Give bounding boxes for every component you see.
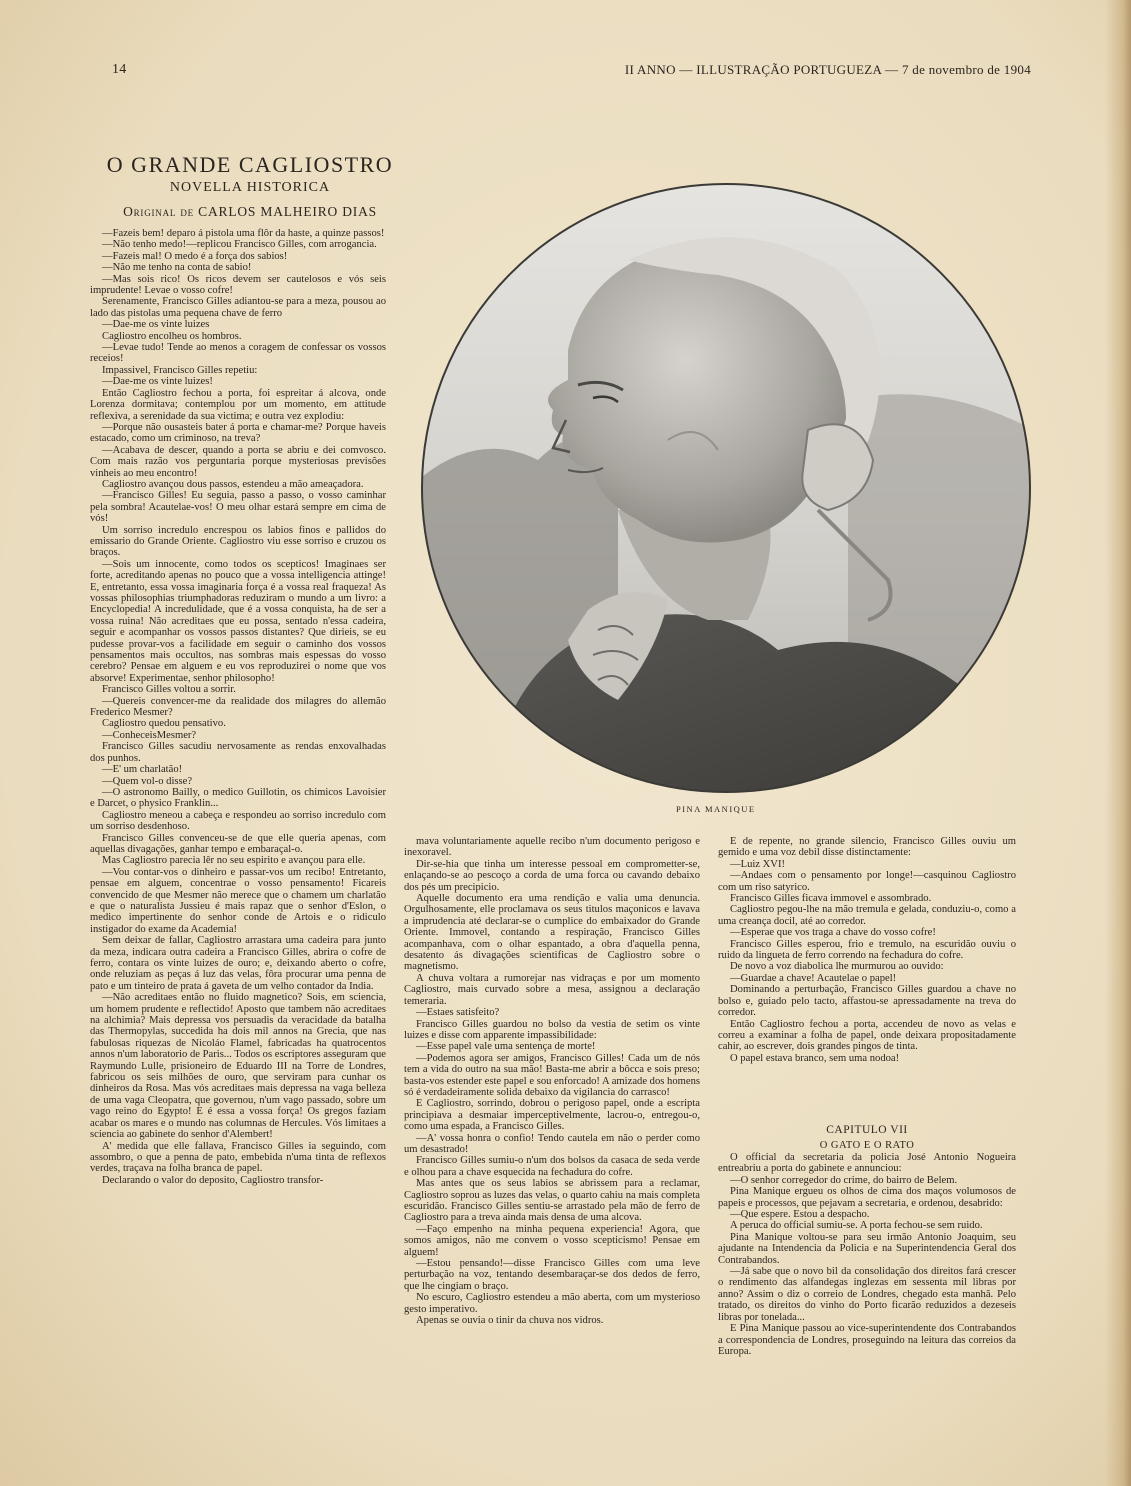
paragraph: Sem deixar de fallar, Cagliostro arrastara uma cadeira para junto da meza, indicara outra cadeira a Francisco Gilles, abrira o cofre de ferro, contara os vinte luizes de ouro; e, deixando aberto o cofre, onde reluziam as peças á luz das velas, fôra procurar uma penna de pato e um tinteiro de prata á gaveta de um velho contador da India.	[90, 935, 386, 992]
paragraph: Então Cagliostro fechou a porta, foi espreitar á alcova, onde Lorenza dormitava; contemplou por um momento, em attitude reflexiva, a serenidade da sua victima; e outra vez explodiu:	[90, 387, 386, 422]
paragraph: Cagliostro avançou dous passos, estendeu a mão ameaçadora.	[102, 478, 364, 490]
article-author	[90, 204, 410, 220]
paragraph: Francisco Gilles sacudiu nervosamente as rendas enxovalhadas dos punhos.	[90, 741, 386, 764]
paragraph: De novo a voz diabolica lhe murmurou ao ouvido:	[730, 961, 944, 973]
paragraph: —O astronomo Bailly, o medico Guillotin, os chimicos Lavoisier e Darcet, o physico Franklin...	[90, 786, 386, 810]
paragraph: —Esse papel vale uma sentença de morte!	[416, 1041, 596, 1053]
chapter-title: O GATO E O RATO	[819, 1140, 915, 1151]
chapter-number: CAPITULO VII	[826, 1124, 908, 1136]
paragraph: Dir-se-hia que tinha um interesse pessoal em comprometter-se, enlaçando-se ao pescoço a corda de uma forca ou cavando debaixo dos pés um precipicio.	[404, 858, 700, 893]
text-column-3	[718, 836, 1016, 1116]
running-head	[625, 62, 1031, 78]
paragraph: —O senhor corregedor do crime, do bairro de Belem.	[730, 1174, 958, 1186]
paragraph: —Já sabe que o novo bil da consolidação dos direitos fará crescer o rendimento das alfandegas inglezas em sessenta mil libras por anno? Assim o diz o correio de Londres, chegado esta manhã. Pelo tratado, os direitos do vinho do Porto ficarão reduzidos a dezeseis libras por tonelada...	[718, 1266, 1016, 1323]
page-number: 14	[112, 62, 127, 77]
paragraph: E Cagliostro, sorrindo, dobrou o perigoso papel, onde a escripta principiava a desmaiar imperceptivelmente, lacrou-o, entregou-o, como uma espada, a Francisco Gilles.	[404, 1098, 700, 1133]
paragraph: Francisco Gilles ficava immovel e assombrado.	[730, 893, 932, 905]
paragraph: —ConheceisMesmer?	[102, 729, 197, 741]
paragraph: —E' um charlatão!	[102, 764, 183, 776]
paragraph: A' medida que elle fallava, Francisco Gilles ia seguindo, com assombro, o que a penna de pato, embebida n'uma tinta de reflexos verdes, traçava na folha branca de papel.	[90, 1140, 386, 1175]
paragraph: —A' vossa honra o confio! Tendo cautela em não o perder como um desastrado!	[404, 1132, 700, 1155]
text-column-2	[404, 836, 700, 1396]
paragraph: —Mas sois rico! Os ricos devem ser cautelosos e vós seis imprudente! Levae o vosso cofre!	[90, 273, 386, 297]
paragraph: —Esperae que vos traga a chave do vosso cofre!	[730, 927, 936, 939]
paragraph: Aquelle documento era uma rendição e valia uma denuncia. Orgulhosamente, elle proclamava os seus titulos maçonicos e lavava a imprudencia até declarar-se o cumplice do embaixador do Grande Oriente. Immovel, contando a respiração, Francisco Gilles acompanhava, com o olhar espantado, a obra d'aquella penna, desatento ás divagações scientificas de Cagliostro sobre o magnetismo.	[404, 893, 700, 973]
page-edge-shadow	[1105, 0, 1131, 1486]
running-head-dash-1: —	[679, 62, 693, 77]
paragraph: —Fazeis bem! deparo á pistola uma flôr da haste, a quinze passos!	[102, 228, 385, 239]
paragraph: Impassivel, Francisco Gilles repetiu:	[102, 364, 258, 376]
paragraph: A peruca do official sumiu-se. A porta fechou-se sem ruido.	[730, 1220, 983, 1232]
paragraph: —Levae tudo! Tende ao menos a coragem de confessar os vossos receios!	[90, 342, 386, 365]
running-head-title: ILLUSTRAÇÃO PORTUGUEZA	[696, 62, 882, 77]
paragraph: Dominando a perturbação, Francisco Gilles guardou a chave no bolso e, guiado pelo tacto, affastou-se apressadamente na treva do corredor.	[718, 984, 1016, 1019]
paragraph: —Andaes com o pensamento por longe!—casquinou Cagliostro com um riso satyrico.	[718, 870, 1016, 893]
portrait-caption: PINA MANIQUE	[676, 804, 756, 814]
running-head-dash-2: —	[885, 62, 899, 77]
paragraph: —Estaes satisfeito?	[416, 1007, 500, 1019]
paragraph: Declarando o valor do deposito, Cagliostro transfor-	[102, 1174, 324, 1186]
paragraph: Francisco Gilles guardou no bolso da vestia de setim os vinte luizes e disse com apparente impassibilidade:	[404, 1018, 700, 1041]
paragraph: —Quem vol-o disse?	[102, 775, 193, 787]
running-head-date: 7 de novembro de 1904	[901, 62, 1031, 77]
paragraph: Pina Manique voltou-se para seu irmão Antonio Joaquim, seu ajudante na Intendencia da Policia e na Superintendencia Geral dos Contrabandos.	[718, 1231, 1016, 1266]
author-prefix: Original de	[123, 204, 194, 219]
paragraph: —Faço empenho na minha pequena experiencia! Agora, que somos amigos, não me convem o vosso scepticismo! Pensae em alguem!	[404, 1223, 700, 1258]
paragraph: —Dae-me os vinte luizes	[102, 319, 210, 331]
paragraph: —Podemos agora ser amigos, Francisco Gilles! Cada um de nós tem a vida do outro na sua mão! Basta-me abrir a bôcca e sois preso; basta-vos estender este papel e sou enforcado! A amizade dos homens só é verdadeiramente solida debaixo da vigilancia do carrasco!	[404, 1052, 700, 1098]
paragraph: E Pina Manique passou ao vice-superintendente dos Contrabandos a correspondencia de Londres, proseguindo na leitura das correios da Europa.	[718, 1323, 1016, 1357]
paragraph: E de repente, no grande silencio, Francisco Gilles ouviu um gemido e uma voz debil disse distinctamente:	[718, 836, 1016, 859]
paragraph: —Não tenho medo!—replicou Francisco Gilles, com arrogancia.	[102, 239, 377, 251]
paragraph: Um sorriso incredulo encrespou os labios finos e pallidos do emissario do Grande Oriente. Cagliostro viu esse sorriso e cruzou os braços.	[90, 524, 386, 559]
paragraph: —Acabava de descer, quando a porta se abriu e dei comvosco. Com mais razão vos perguntaria porque mysteriosas previsões vinheis ao meu encontro!	[90, 444, 386, 479]
paragraph: —Não acreditaes então no fluido magnetico? Sois, em sciencia, um homem prudente e reflectido! Aposto que tambem não acreditaes na alchimia? Mais depressa vos persuadis da veracidade da batalha das Thermopylas, succedida ha dois mil annos na Grecia, que nas fabulosas riquezas de Nicoláo Flamel, fabricadas ha quatrocentos annos n'um laboratorio de Paris... Todos os escriptores asseguram que Raymundo Lulle, prisioneiro de Eduardo III na Torre de Londres, fabricou os seis milhões de ouro, que serviram para cunhar os dinheiros da Rosa. Mas vós acreditaes mais depressa na vaga belleza de uma vaga Cleopatra, que governou, n'um vago passado, sobre um vago reino do Egypto! E é essa a vossa força! Os gregos faziam acabar os mares e o mundo nas columnas de Hercules. Vós limitaes a sciencia ao gabinete do senhor d'Alembert!	[90, 992, 386, 1141]
paragraph: No escuro, Cagliostro estendeu a mão aberta, com um mysterioso gesto imperativo.	[404, 1292, 700, 1315]
paragraph: —Vou contar-vos o dinheiro e passar-vos um recibo! Entretanto, pensae em alguem, concentrae o vosso pensamento! Ficareis convencido de que Mesmer não merece que o chamem um charlatão e que o naturalista Jussieu é mais rapaz que o senhor d'Eslon, o medico impertinente do senhor conde de Artois e o ridiculo instigador do exame da Academia!	[90, 866, 386, 935]
paragraph: —Estou pensando!—disse Francisco Gilles com uma leve perturbação na voz, tentando desembaraçar-se dos dedos de ferro, que lhe cingiam o braço.	[404, 1258, 700, 1292]
paragraph: O papel estava branco, sem uma nodoa!	[730, 1052, 900, 1064]
paragraph: Cagliostro pegou-lhe na mão tremula e gelada, conduziu-o, como a uma creança docil, até ao corredor.	[718, 904, 1016, 927]
paragraph: —Luiz XVI!	[730, 858, 786, 870]
paragraph: —Que espere. Estou a despacho.	[730, 1209, 870, 1221]
paragraph: —Francisco Gilles! Eu seguia, passo a passo, o vosso caminhar pela sombra! Acautelae-vos! O meu olhar estará sempre em cima de vós!	[90, 490, 386, 525]
paragraph: Então Cagliostro fechou a porta, accendeu de novo as velas e correu a examinar a folha de papel, onde deixara propositadamente cahir, ao escrever, dois grandes pingos de tinta.	[718, 1018, 1016, 1053]
paragraph: Apenas se ouvia o tinir da chuva nos vidros.	[416, 1315, 604, 1327]
paragraph: —Porque não ousasteis bater á porta e chamar-me? Porque haveis estacado, como um criminoso, na treva?	[90, 421, 386, 445]
paragraph: Francisco Gilles esperou, frio e tremulo, na escuridão ouviu o ruido da lingueta de ferro correndo na fechadura do cofre.	[718, 938, 1016, 962]
paragraph: Francisco Gilles convenceu-se de que elle queria apenas, com aquellas divagações, ganhar tempo e embaraçal-o.	[90, 832, 386, 855]
portrait-engraving	[418, 180, 1034, 796]
paragraph: Serenamente, Francisco Gilles adiantou-se para a meza, pousou ao lado das pistolas uma pequena chave de ferro	[90, 296, 386, 319]
article-title: O GRANDE CAGLIOSTRO	[106, 152, 394, 177]
paragraph: A chuva voltara a rumorejar nas vidraças e por um momento Cagliostro, mais curvado sobre a mesa, assignou a declaração temeraria.	[404, 972, 700, 1007]
author-name: CARLOS MALHEIRO DIAS	[198, 204, 377, 219]
paragraph: —Guardae a chave! Acautelae o papel!	[730, 972, 897, 984]
paragraph: Cagliostro encolheu os hombros.	[102, 330, 242, 342]
paragraph: —Dae-me os vinte luizes!	[102, 376, 213, 388]
article-subtitle: NOVELLA HISTORICA	[169, 180, 331, 195]
paragraph: Cagliostro quedou pensativo.	[102, 718, 226, 730]
paragraph: Francisco Gilles sumiu-o n'um dos bolsos da casaca de seda verde e olhou para a chave esquecida na fechadura do cofre.	[404, 1155, 700, 1178]
paragraph: Cagliostro meneou a cabeça e respondeu ao sorriso incredulo com um sorriso desdenhoso.	[90, 809, 386, 833]
paragraph: —Quereis convencer-me da realidade dos milagres do allemão Frederico Mesmer?	[90, 695, 386, 719]
paragraph: O official da secretaria da policia José Antonio Nogueira entreabriu a porta do gabinete e annunciou:	[718, 1152, 1016, 1175]
text-column-1	[90, 228, 386, 1403]
paragraph: —Sois um innocente, como todos os scepticos! Imaginaes ser forte, acreditando apenas no pouco que a vossa intelligencia attinge! E, entretanto, essa vossa imaginaria força é a vossa real fraqueza! As vossas philosophias triumphadoras reduziram o mundo a um livro: a Encyclopedia! A incredulidade, que é a vossa conquista, ha de ser a vossa ruina! Não acreditaes que eu possa, sentado n'essa cadeira, seguir e acompanhar os vossos passos distantes? Que dirieis, se eu pudesse provar-vos a facilidade em seguir o caminho dos vossos pensamentos mais occultos, nas sombras mais espessas do vosso cerebro? Pensae em alguem e eu vos reproduzirei o nome que vos absorve! Experimentae, senhor philosopho!	[90, 558, 386, 684]
running-head-year: II ANNO	[624, 62, 676, 77]
paragraph: Mas antes que os seus labios se abrissem para a reclamar, Cagliostro soprou as luzes das velas, o quarto cahiu na mais completa escuridão. Francisco Gilles sentiu-se arrastado pela mão de ferro de Cagliostro para a treva ainda mais densa de uma alcova.	[404, 1178, 700, 1224]
paragraph: —Fazeis mal! O medo é a força dos sabios!	[102, 250, 288, 262]
paragraph: mava voluntariamente aquelle recibo n'um documento perigoso e inexoravel.	[404, 836, 700, 859]
paragraph: Francisco Gilles voltou a sorrir.	[102, 684, 236, 696]
paragraph: Mas Cagliostro parecia lêr no seu espirito e avançou para elle.	[102, 855, 366, 867]
paragraph: —Não me tenho na conta de sabio!	[102, 262, 252, 274]
text-column-3-continued	[718, 1152, 1016, 1402]
paragraph: Pina Manique ergueu os olhos de cima dos maços volumosos de papeis e processos, que pejavam a secretaria, e ordenou, desabrido:	[718, 1186, 1016, 1209]
